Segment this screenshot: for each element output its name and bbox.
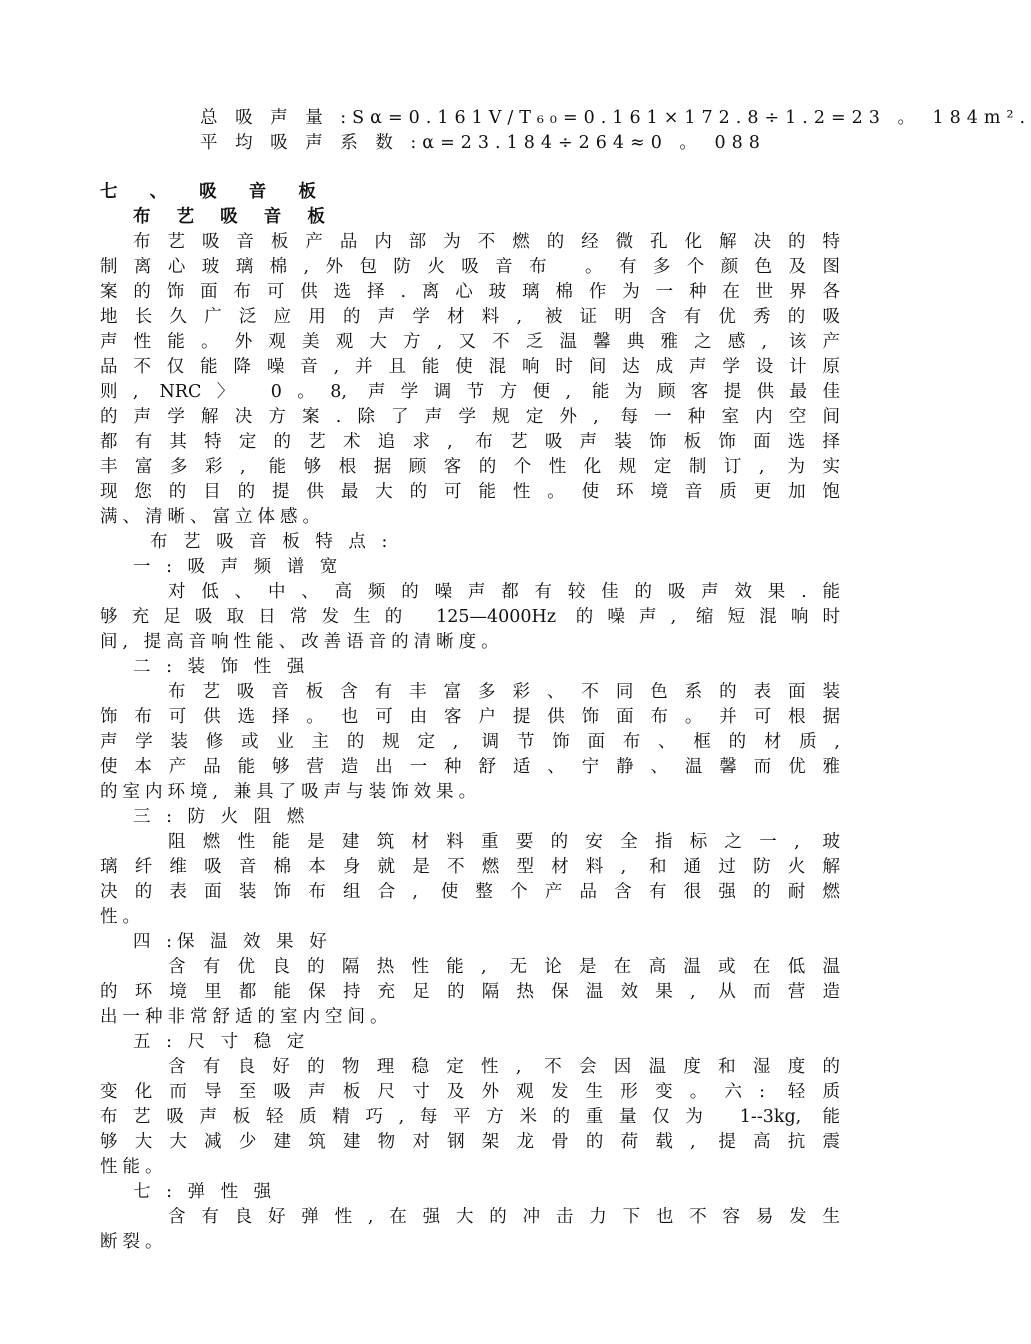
feature-heading: 一 : 吸 声 频 谱 宽 bbox=[133, 557, 343, 577]
intro-line: 丰富多彩, 能够根据顾客的个性化规定制订, 为实 bbox=[100, 457, 840, 477]
feature-line: 布艺吸声板轻质精巧,每平方米的重量仅为 1--3kg, 能 bbox=[100, 1107, 840, 1127]
feature-line: 的环境里都能保持充足的隔热保温效果, 从而营造 bbox=[100, 982, 840, 1002]
feature-heading: 三 : 防 火 阻 燃 bbox=[133, 807, 310, 827]
intro-line: 制离心玻璃棉,外包防火吸音布 。有多个颜色及图 bbox=[100, 257, 840, 277]
feature-line: 变化而导至吸声板尺寸及外观发生形变。六: 轻质 bbox=[100, 1082, 840, 1102]
features-title: 布 艺 吸 音 板 特 点 : bbox=[150, 532, 393, 552]
intro-line: 案的饰面布可供选择.离心玻璃棉作为一种在世界各 bbox=[100, 282, 840, 302]
intro-line: 品不仅能降噪音,并且能使混响时间达成声学设计原 bbox=[100, 357, 840, 377]
feature-line: 对低、中、高频的噪声都有较佳的吸声效果.能 bbox=[168, 582, 840, 602]
intro-line: 声性能。外观美观大方,又不乏温馨典雅之感, 该产 bbox=[100, 332, 840, 352]
calc-avg-coefficient: 平 均 吸 声 系 数 :α=23.184÷264≈0 。 088 bbox=[200, 133, 766, 153]
feature-heading: 五 : 尺 寸 稳 定 bbox=[133, 1032, 310, 1052]
feature-line: 决的表面装饰布组合, 使整个产品含有很强的耐燃 bbox=[100, 882, 840, 902]
feature-line: 含有良好的物理稳定性, 不会因温度和湿度的 bbox=[168, 1057, 840, 1077]
intro-line: 现您的目的提供最大的可能性。使环境音质更加饱 bbox=[100, 482, 840, 502]
intro-line: 都有其特定的艺术追求, 布艺吸声装饰板饰面选择 bbox=[100, 432, 840, 452]
intro-line: 的声学解决方案.除了声学规定外, 每一种室内空间 bbox=[100, 407, 840, 427]
intro-line: 则, NRC〉 0。8, 声学调节方便, 能为顾客提供最佳 bbox=[100, 382, 840, 402]
feature-heading: 七 : 弹 性 强 bbox=[133, 1182, 277, 1202]
feature-line: 饰布可供选择。也可由客户提供饰面布。并可根据 bbox=[100, 707, 840, 727]
feature-heading: 四 :保 温 效 果 好 bbox=[133, 932, 332, 952]
feature-line: 使本产品能够营造出一种舒适、宁静、温馨而优雅 bbox=[100, 757, 840, 777]
feature-line: 断裂。 bbox=[100, 1232, 168, 1252]
feature-line: 布艺吸音板含有丰富多彩、不同色系的表面装 bbox=[168, 682, 840, 702]
calc-total-absorption: 总 吸 声 量 :Sα=0.161V/T₆₀=0.161×172.8÷1.2=23 。 184m². bbox=[200, 108, 1031, 128]
section-title: 七 、 吸 音 板 bbox=[100, 182, 329, 202]
subsection-title: 布 艺 吸 音 板 bbox=[133, 207, 335, 227]
feature-line: 含有优良的隔热性能, 无论是在高温或在低温 bbox=[168, 957, 840, 977]
feature-line: 的室内环境, 兼具了吸声与装饰效果。 bbox=[100, 782, 482, 802]
feature-line: 含有良好弹性,在强大的冲击力下也不容易发生 bbox=[168, 1207, 840, 1227]
feature-line: 性能。 bbox=[100, 1157, 168, 1177]
feature-line: 间, 提高音响性能、改善语音的清晰度。 bbox=[100, 632, 504, 652]
intro-line: 布艺吸音板产品内部为不燃的经微孔化解决的特 bbox=[133, 232, 840, 252]
feature-heading: 二 : 装 饰 性 强 bbox=[133, 657, 310, 677]
feature-line: 够充足吸取日常发生的 125—4000Hz 的噪声, 缩短混响时 bbox=[100, 607, 840, 627]
feature-line: 声学装修或业主的规定, 调节饰面布、框的材质, bbox=[100, 732, 840, 752]
feature-line: 出一种非常舒适的室内空间。 bbox=[100, 1007, 393, 1027]
feature-line: 够大大减少建筑建物对钢架龙骨的荷载, 提高抗震 bbox=[100, 1132, 840, 1152]
intro-line: 地长久广泛应用的声学材料, 被证明含有优秀的吸 bbox=[100, 307, 840, 327]
feature-line: 阻燃性能是建筑材料重要的安全指标之一, 玻 bbox=[168, 832, 840, 852]
feature-line: 性。 bbox=[100, 907, 145, 927]
intro-line: 满、清晰、富立体感。 bbox=[100, 507, 325, 527]
feature-line: 璃纤维吸音棉本身就是不燃型材料, 和通过防火解 bbox=[100, 857, 840, 877]
